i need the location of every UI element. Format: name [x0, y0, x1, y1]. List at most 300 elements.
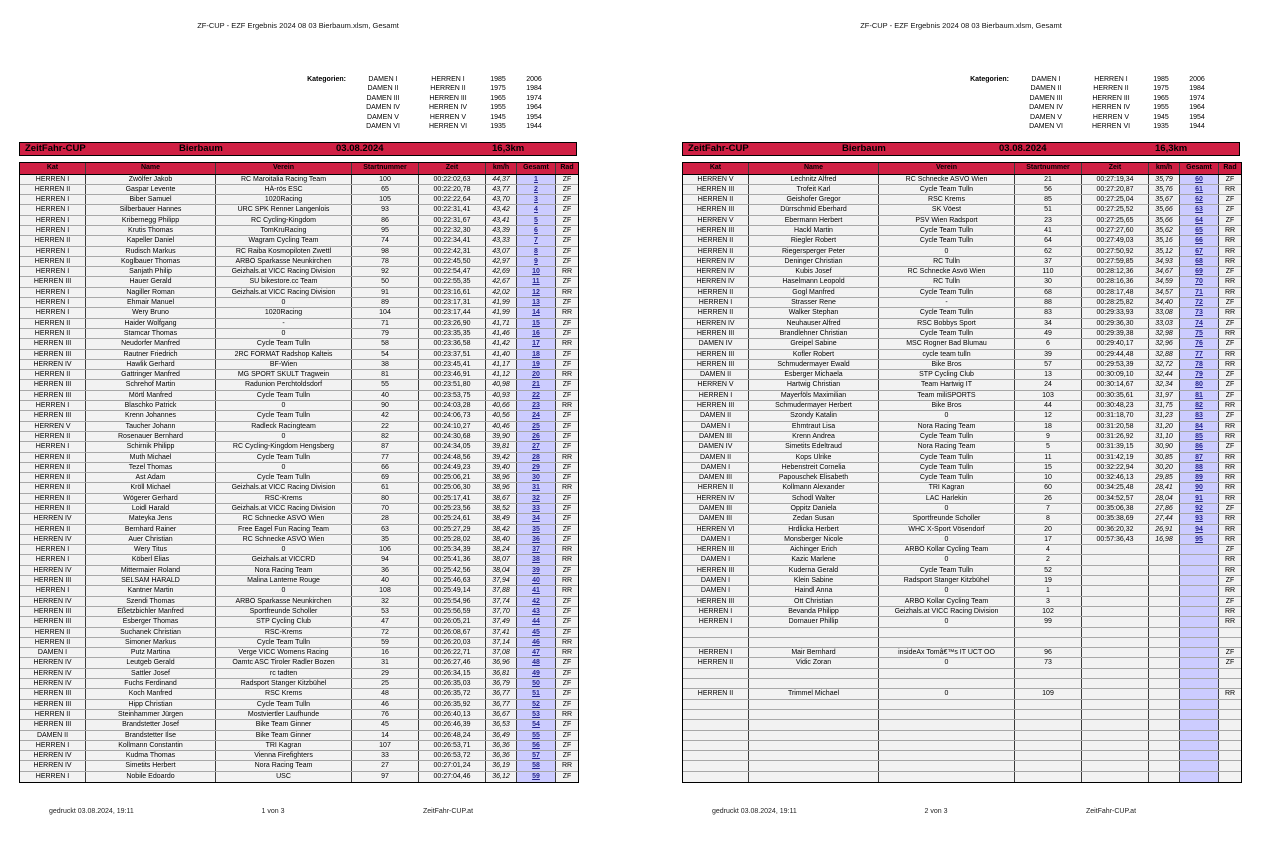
cell-name [749, 741, 879, 750]
cell-verein [879, 731, 1015, 740]
cell-startnummer: 32 [352, 597, 419, 606]
cell-kmh: 35,66 [1149, 216, 1180, 225]
cell-gesamt[interactable] [1180, 411, 1219, 420]
cell-name: Kröll Michael [86, 483, 216, 492]
kategorien-row [949, 84, 1216, 93]
cell-gesamt[interactable] [1180, 514, 1219, 523]
cell-gesamt[interactable] [517, 236, 556, 245]
cell-name: Nagiller Roman [86, 288, 216, 297]
gesamt-link[interactable]: 26 [532, 432, 540, 440]
cell-kat: HERREN V [683, 380, 749, 389]
cell-verein: STP Cycling Club [216, 617, 352, 626]
gesamt-link[interactable]: 85 [1195, 432, 1203, 440]
table-row [683, 185, 1241, 195]
gesamt-link[interactable]: 2 [534, 185, 538, 193]
cell-kmh [1149, 638, 1180, 647]
cell-gesamt[interactable] [1180, 401, 1219, 410]
cell-gesamt[interactable] [517, 669, 556, 678]
cell-gesamt[interactable] [1180, 483, 1219, 492]
gesamt-link[interactable]: 36 [532, 535, 540, 543]
gesamt-link[interactable]: 34 [532, 515, 540, 523]
cell-gesamt[interactable] [1180, 267, 1219, 276]
cell-gesamt[interactable] [517, 308, 556, 317]
cell-verein: MG SPORT SKULT Tragwein [216, 370, 352, 379]
kategorien-row [286, 84, 553, 93]
gesamt-link[interactable]: 81 [1195, 391, 1203, 399]
gesamt-link[interactable]: 90 [1195, 484, 1203, 492]
cell-gesamt[interactable] [517, 566, 556, 575]
gesamt-link[interactable]: 15 [532, 319, 540, 327]
kategorien-label [949, 103, 1014, 112]
gesamt-link[interactable]: 67 [1195, 247, 1203, 255]
cell-startnummer: 39 [1015, 350, 1082, 359]
cell-gesamt[interactable] [1180, 175, 1219, 184]
cell-name: Kantner Martin [86, 586, 216, 595]
cell-gesamt[interactable] [517, 175, 556, 184]
gesamt-link[interactable]: 64 [1195, 216, 1203, 224]
gesamt-link[interactable]: 61 [1195, 185, 1203, 193]
cell-verein: RC Schnecke ASVÖ Wien [216, 514, 352, 523]
cell-gesamt[interactable] [517, 689, 556, 698]
cell-name [749, 700, 879, 709]
gesamt-link[interactable]: 12 [532, 288, 540, 296]
gesamt-link[interactable]: 51 [532, 690, 540, 698]
cell-gesamt[interactable] [1180, 391, 1219, 400]
cell-gesamt[interactable] [517, 483, 556, 492]
cell-gesamt[interactable] [517, 617, 556, 626]
cell-kmh: 29,85 [1149, 473, 1180, 482]
gesamt-link[interactable]: 33 [532, 505, 540, 512]
cell-gesamt[interactable] [1180, 226, 1219, 235]
gesamt-link[interactable]: 23 [532, 402, 540, 410]
gesamt-link[interactable]: 63 [1195, 206, 1203, 214]
cell-gesamt[interactable] [1180, 185, 1219, 194]
cell-verein [879, 710, 1015, 719]
gesamt-link[interactable]: 94 [1195, 525, 1203, 533]
cell-gesamt [1180, 586, 1219, 595]
cell-startnummer: 7 [1015, 504, 1082, 513]
cell-gesamt[interactable] [517, 731, 556, 740]
column-header-kmh: km/h [1149, 163, 1180, 174]
cell-startnummer: 95 [352, 226, 419, 235]
cell-gesamt[interactable] [517, 473, 556, 482]
cell-verein: Bike Bros [879, 360, 1015, 369]
gesamt-link[interactable]: 1 [534, 175, 538, 183]
gesamt-link[interactable]: 55 [532, 731, 540, 739]
gesamt-link[interactable]: 48 [532, 659, 540, 667]
gesamt-link[interactable]: 80 [1195, 381, 1203, 389]
gesamt-link[interactable]: 28 [532, 453, 540, 461]
cell-gesamt[interactable] [517, 761, 556, 770]
cell-startnummer: 24 [1015, 380, 1082, 389]
gesamt-link[interactable]: 95 [1195, 535, 1203, 543]
gesamt-link[interactable]: 74 [1195, 319, 1203, 327]
cell-kmh: 31,20 [1149, 422, 1180, 431]
cell-kmh: 41,99 [486, 308, 517, 317]
cell-gesamt[interactable] [517, 298, 556, 307]
cell-gesamt[interactable] [517, 710, 556, 719]
cell-name: Haindl Anna [749, 586, 879, 595]
gesamt-link[interactable]: 62 [1195, 196, 1203, 204]
cell-kmh: 41,17 [486, 360, 517, 369]
gesamt-link[interactable]: 42 [532, 597, 540, 605]
cell-gesamt[interactable] [517, 586, 556, 595]
cell-gesamt[interactable] [517, 607, 556, 616]
gesamt-link[interactable]: 11 [532, 278, 540, 286]
cell-gesamt[interactable] [1180, 329, 1219, 338]
column-header-zeit: Zeit [419, 163, 486, 174]
cell-rad [1219, 710, 1241, 719]
cell-verein: Cycle Team Tulln [216, 453, 352, 462]
cell-kat: HERREN II [20, 463, 86, 472]
gesamt-link[interactable]: 50 [532, 680, 540, 688]
cell-zeit: 00:23:46,91 [419, 370, 486, 379]
gesamt-link[interactable]: 8 [534, 247, 538, 255]
cell-kat: HERREN III [20, 689, 86, 698]
cell-gesamt[interactable] [1180, 370, 1219, 379]
gesamt-link[interactable]: 32 [532, 494, 540, 502]
gesamt-link[interactable]: 79 [1195, 371, 1203, 379]
cell-gesamt[interactable] [1180, 535, 1219, 544]
gesamt-link[interactable]: 83 [1195, 412, 1203, 420]
gesamt-link[interactable]: 56 [532, 741, 540, 749]
cell-startnummer [1015, 700, 1082, 709]
gesamt-link[interactable]: 91 [1195, 494, 1203, 502]
cell-zeit: 00:27:19,34 [1082, 175, 1149, 184]
cell-gesamt [1180, 700, 1219, 709]
gesamt-link[interactable]: 84 [1195, 422, 1203, 430]
cell-name: Mittermaier Roland [86, 566, 216, 575]
cell-startnummer: 49 [1015, 329, 1082, 338]
gesamt-link[interactable]: 19 [532, 360, 540, 368]
cell-name: Biber Samuel [86, 195, 216, 204]
gesamt-link[interactable]: 10 [532, 268, 540, 276]
cell-verein: 0 [879, 411, 1015, 420]
gesamt-link[interactable]: 53 [532, 710, 540, 718]
cell-zeit: 00:25:06,21 [419, 473, 486, 482]
cell-rad: RR [561, 371, 573, 379]
cell-gesamt[interactable] [517, 360, 556, 369]
gesamt-link[interactable]: 27 [532, 443, 540, 451]
cell-kmh: 43,07 [486, 247, 517, 256]
cell-gesamt[interactable] [1180, 216, 1219, 225]
gesamt-link[interactable]: 38 [532, 556, 540, 564]
cell-gesamt[interactable] [517, 772, 556, 782]
cell-gesamt[interactable] [517, 195, 556, 204]
cell-verein: Nora Racing Team [879, 422, 1015, 431]
gesamt-link[interactable]: 65 [1195, 226, 1203, 234]
cell-startnummer [1015, 679, 1082, 688]
gesamt-link[interactable]: 45 [532, 628, 540, 636]
cell-startnummer: 3 [1015, 597, 1082, 606]
gesamt-link[interactable]: 59 [532, 772, 540, 780]
cell-gesamt[interactable] [517, 401, 556, 410]
cell-zeit: 00:26:27,46 [419, 658, 486, 667]
cell-kat: HERREN II [683, 483, 749, 492]
cell-name: Kofler Robert [749, 350, 879, 359]
cell-gesamt[interactable] [517, 319, 556, 328]
cell-verein: Cycle Team Tulln [216, 411, 352, 420]
cell-gesamt[interactable] [517, 535, 556, 544]
gesamt-link[interactable]: 16 [532, 329, 540, 337]
cell-kmh: 35,79 [1149, 175, 1180, 184]
cell-gesamt[interactable] [517, 751, 556, 760]
gesamt-link[interactable]: 47 [532, 649, 540, 657]
cell-kmh: 36,53 [486, 720, 517, 729]
column-header-zeit: Zeit [1082, 163, 1149, 174]
gesamt-link[interactable]: 29 [532, 463, 540, 471]
gesamt-link[interactable]: 46 [532, 638, 540, 646]
column-header-gesamt: Gesamt [1180, 163, 1219, 174]
gesamt-link[interactable]: 3 [534, 196, 538, 204]
cell-kmh [1149, 710, 1180, 719]
cell-gesamt[interactable] [517, 504, 556, 513]
cell-gesamt[interactable] [517, 288, 556, 297]
gesamt-link[interactable]: 44 [532, 618, 540, 626]
kategorien-cell: 1974 [526, 94, 542, 102]
cell-gesamt[interactable] [517, 432, 556, 441]
cell-kat: DAMEN IV [683, 339, 749, 348]
cell-gesamt[interactable] [517, 679, 556, 688]
cell-gesamt[interactable] [1180, 319, 1219, 328]
cell-startnummer: 28 [352, 514, 419, 523]
cell-gesamt[interactable] [517, 277, 556, 286]
cell-name: Riegersperger Peter [749, 247, 879, 256]
cell-gesamt[interactable] [1180, 360, 1219, 369]
cell-gesamt[interactable] [1180, 298, 1219, 307]
cell-gesamt[interactable] [1180, 432, 1219, 441]
cell-gesamt[interactable] [517, 648, 556, 657]
cell-gesamt[interactable] [1180, 288, 1219, 297]
cell-name: Geishofer Gregor [749, 195, 879, 204]
cell-gesamt[interactable] [1180, 442, 1219, 451]
cell-gesamt[interactable] [517, 267, 556, 276]
cell-kmh [1149, 741, 1180, 750]
cell-gesamt[interactable] [517, 370, 556, 379]
cell-gesamt[interactable] [517, 700, 556, 709]
cell-gesamt[interactable] [517, 555, 556, 564]
gesamt-link[interactable]: 13 [532, 299, 540, 307]
cell-name: Krutis Thomas [86, 226, 216, 235]
cell-gesamt[interactable] [517, 658, 556, 667]
gesamt-link[interactable]: 70 [1195, 278, 1203, 286]
gesamt-link[interactable]: 21 [532, 381, 540, 389]
gesamt-link[interactable]: 41 [532, 587, 540, 595]
gesamt-link[interactable]: 35 [532, 525, 540, 533]
cell-gesamt[interactable] [517, 741, 556, 750]
cell-gesamt[interactable] [517, 494, 556, 503]
cell-gesamt[interactable] [517, 216, 556, 225]
gesamt-link[interactable]: 88 [1195, 463, 1203, 471]
cell-verein: Team miliSPORTS [879, 391, 1015, 400]
cell-gesamt[interactable] [1180, 422, 1219, 431]
gesamt-link[interactable]: 9 [534, 257, 538, 265]
cell-verein: - [216, 319, 352, 328]
cell-rad: ZF [562, 443, 572, 451]
cell-name: Nobile Edoardo [86, 772, 216, 782]
gesamt-link[interactable]: 75 [1195, 329, 1203, 337]
cell-gesamt[interactable] [517, 576, 556, 585]
column-header-kmh: km/h [486, 163, 517, 174]
gesamt-link[interactable]: 69 [1195, 268, 1203, 276]
cell-startnummer: 65 [352, 185, 419, 194]
cell-rad: RR [561, 577, 573, 585]
gesamt-link[interactable]: 77 [1195, 350, 1203, 358]
cell-gesamt[interactable] [517, 411, 556, 420]
cell-kmh [1149, 576, 1180, 585]
gesamt-link[interactable]: 57 [532, 752, 540, 760]
cell-gesamt[interactable] [1180, 247, 1219, 256]
cell-kmh: 36,19 [486, 761, 517, 770]
cell-startnummer: 90 [352, 401, 419, 410]
cell-gesamt[interactable] [517, 514, 556, 523]
gesamt-link[interactable]: 66 [1195, 237, 1203, 245]
cell-verein: Cycle Team Tulln [216, 700, 352, 709]
cell-startnummer: 53 [352, 607, 419, 616]
gesamt-link[interactable]: 20 [532, 371, 540, 379]
cell-gesamt[interactable] [1180, 380, 1219, 389]
gesamt-link[interactable]: 76 [1195, 340, 1203, 348]
gesamt-link[interactable]: 87 [1195, 453, 1203, 461]
cell-gesamt[interactable] [517, 185, 556, 194]
cell-zeit: 00:22:31,67 [419, 216, 486, 225]
gesamt-link[interactable]: 6 [534, 226, 538, 234]
gesamt-link[interactable]: 40 [532, 577, 540, 585]
cell-gesamt[interactable] [1180, 494, 1219, 503]
cell-gesamt[interactable] [517, 453, 556, 462]
cell-gesamt[interactable] [1180, 525, 1219, 534]
cell-gesamt[interactable] [517, 463, 556, 472]
gesamt-link[interactable]: 71 [1195, 288, 1203, 296]
cell-kmh: 34,93 [1149, 257, 1180, 266]
cell-name: Rautner Friedrich [86, 350, 216, 359]
gesamt-link[interactable]: 17 [532, 340, 540, 348]
cell-gesamt[interactable] [1180, 473, 1219, 482]
cell-gesamt[interactable] [517, 545, 556, 554]
cell-startnummer: 23 [1015, 216, 1082, 225]
cell-gesamt[interactable] [1180, 195, 1219, 204]
cell-gesamt[interactable] [517, 247, 556, 256]
cell-kmh: 41,99 [486, 298, 517, 307]
gesamt-link[interactable]: 24 [532, 412, 540, 420]
gesamt-link[interactable]: 31 [532, 484, 540, 492]
cell-name: Schmudermayer Ewald [749, 360, 879, 369]
gesamt-link[interactable]: 30 [532, 474, 540, 482]
gesamt-link[interactable]: 5 [534, 216, 538, 224]
gesamt-link[interactable]: 4 [534, 206, 538, 214]
cell-gesamt[interactable] [517, 638, 556, 647]
gesamt-link[interactable]: 72 [1195, 299, 1203, 307]
cell-zeit: 00:23:51,80 [419, 380, 486, 389]
cell-gesamt[interactable] [1180, 308, 1219, 317]
table-row [683, 648, 1241, 658]
gesamt-link[interactable]: 86 [1195, 443, 1203, 451]
cell-kat: HERREN I [683, 391, 749, 400]
cell-gesamt[interactable] [1180, 257, 1219, 266]
gesamt-link[interactable]: 82 [1195, 402, 1203, 410]
cell-gesamt[interactable] [517, 442, 556, 451]
cell-kmh: 43,41 [486, 216, 517, 225]
gesamt-link[interactable]: 14 [532, 309, 540, 317]
cell-kmh [1149, 669, 1180, 678]
gesamt-link[interactable]: 49 [532, 669, 540, 677]
gesamt-link[interactable]: 52 [532, 700, 540, 708]
gesamt-link[interactable]: 22 [532, 391, 540, 399]
cell-gesamt[interactable] [1180, 339, 1219, 348]
cell-gesamt[interactable] [517, 422, 556, 431]
cell-verein: 0 [216, 298, 352, 307]
gesamt-link[interactable]: 7 [534, 237, 538, 245]
cell-verein: Cycle Team Tulln [879, 432, 1015, 441]
kategorien-cell: 1985 [1153, 76, 1169, 83]
cell-gesamt[interactable] [517, 350, 556, 359]
cell-name: Bernhard Rainer [86, 525, 216, 534]
cell-startnummer: 34 [1015, 319, 1082, 328]
cell-gesamt[interactable] [517, 205, 556, 214]
cell-gesamt [1180, 772, 1219, 782]
gesamt-link[interactable]: 54 [532, 721, 540, 729]
gesamt-link[interactable]: 68 [1195, 257, 1203, 265]
cell-gesamt[interactable] [517, 391, 556, 400]
gesamt-link[interactable]: 89 [1195, 474, 1203, 482]
cell-gesamt[interactable] [517, 380, 556, 389]
cell-kmh: 27,86 [1149, 504, 1180, 513]
gesamt-link[interactable]: 58 [532, 762, 540, 770]
cell-startnummer: 16 [352, 648, 419, 657]
gesamt-link[interactable]: 25 [532, 422, 540, 430]
cell-rad: ZF [1225, 597, 1235, 605]
cell-rad: RR [561, 288, 573, 296]
cell-rad: RR [1224, 185, 1236, 193]
cell-verein: Sportfreunde Scholler [216, 607, 352, 616]
table-row [20, 391, 578, 401]
cell-rad: RR [1224, 432, 1236, 440]
gesamt-link[interactable]: 73 [1195, 309, 1203, 317]
cell-gesamt[interactable] [517, 257, 556, 266]
cell-startnummer: 79 [352, 329, 419, 338]
cell-gesamt[interactable] [517, 720, 556, 729]
cell-gesamt[interactable] [1180, 463, 1219, 472]
cell-name: Zwölfer Jakob [86, 175, 216, 184]
cell-gesamt[interactable] [517, 628, 556, 637]
gesamt-link[interactable]: 60 [1195, 175, 1203, 183]
cell-gesamt[interactable] [1180, 504, 1219, 513]
cell-gesamt[interactable] [1180, 205, 1219, 214]
cell-gesamt[interactable] [517, 597, 556, 606]
cell-gesamt[interactable] [517, 226, 556, 235]
cell-gesamt[interactable] [1180, 453, 1219, 462]
gesamt-link[interactable]: 93 [1195, 515, 1203, 523]
cell-name: Ast Adam [86, 473, 216, 482]
cell-gesamt[interactable] [517, 339, 556, 348]
table-row [20, 432, 578, 442]
gesamt-link[interactable]: 78 [1195, 360, 1203, 368]
gesamt-link[interactable]: 39 [532, 566, 540, 574]
cell-rad: ZF [562, 422, 572, 430]
cell-gesamt[interactable] [517, 329, 556, 338]
cell-verein: Nora Racing Team [216, 761, 352, 770]
gesamt-link[interactable]: 18 [532, 350, 540, 358]
cell-gesamt[interactable] [1180, 236, 1219, 245]
cell-kmh: 41,42 [486, 339, 517, 348]
cell-gesamt[interactable] [517, 525, 556, 534]
gesamt-link[interactable]: 43 [532, 607, 540, 615]
cell-gesamt[interactable] [1180, 277, 1219, 286]
cell-gesamt[interactable] [1180, 350, 1219, 359]
gesamt-link[interactable]: 92 [1195, 505, 1203, 512]
gesamt-link[interactable]: 37 [532, 546, 540, 554]
cell-kmh: 38,04 [486, 566, 517, 575]
